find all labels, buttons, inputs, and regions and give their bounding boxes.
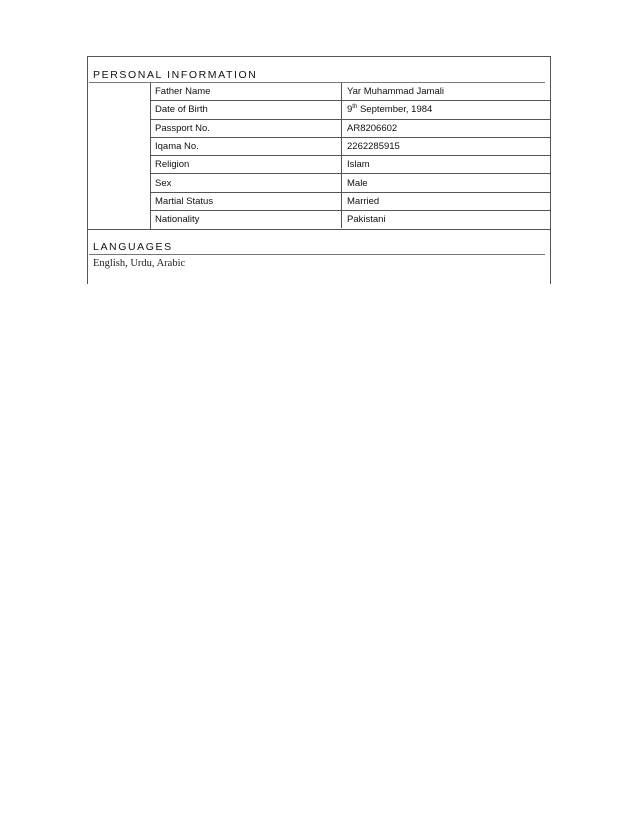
table-row [150,192,550,210]
row-value: Married [342,192,551,210]
table-row [150,174,550,192]
row-label: Religion [150,156,342,174]
table-row [150,101,550,119]
row-value: Islam [342,156,551,174]
row-label: Father Name [155,86,211,98]
table-row [150,119,550,137]
row-label: Date of Birth [150,101,342,119]
table-row [150,211,550,229]
languages-list: English, Urdu, Arabic [93,258,186,269]
row-label: Sex [150,174,342,192]
row-label: Passport No. [150,119,342,137]
dob-day-suffix: th [352,104,358,111]
row-value: 2262285915 [342,137,551,155]
row-value: Yar Muhammad Jamali [342,83,551,101]
row-label: Iqama No. [150,137,342,155]
row-value: Male [342,174,551,192]
personal-info-table [150,83,550,228]
row-value [342,101,551,119]
section-divider [89,254,545,255]
table-row [150,156,550,174]
table-row [150,83,550,101]
languages-heading: LANGUAGES [93,241,173,253]
dob-month-year: September, 1984 [357,104,433,116]
table-row [150,137,550,155]
row-value: AR8206602 [342,119,551,137]
dob-day: 9 [347,104,353,116]
section-separator [88,229,550,230]
row-value: Pakistani [342,211,551,229]
row-label: Nationality [150,211,342,229]
personal-information-heading: PERSONAL INFORMATION [93,69,258,81]
row-label: Martial Status [150,192,342,210]
resume-section-frame [87,56,551,284]
